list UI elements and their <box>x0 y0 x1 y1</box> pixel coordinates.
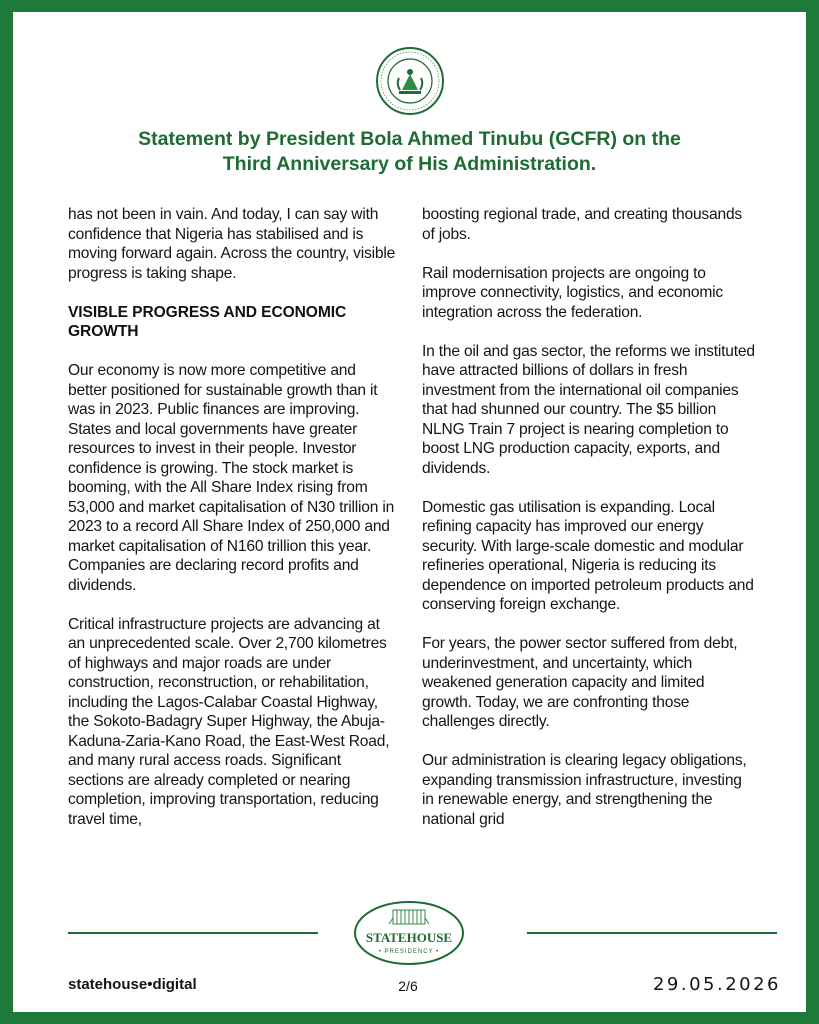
footer-divider-right <box>527 932 777 934</box>
paragraph: In the oil and gas sector, the reforms we instituted have attracted billions of dollars in fresh investment from the international oil companies that had shunned our country. The $5 billion NLNG Train 7 project is nearing completion to boost LNG production capacity, exports, and dividends. <box>422 342 755 477</box>
paragraph: Rail modernisation projects are ongoing to improve connectivity, logistics, and economic integration across the federation. <box>422 264 723 321</box>
paragraph: Our administration is clearing legacy obligations, expanding transmission infrastructure, investing in renewable energy, and strengthening the national grid <box>422 752 747 828</box>
statement-date: 29.05.2026 <box>652 974 781 995</box>
paragraph: For years, the power sector suffered from debt, underinvestment, and uncertainty, which weakened generation capacity and limited growth. Today, we are confronting those challenges directly. <box>422 635 738 730</box>
left-column <box>68 205 398 849</box>
paragraph: has not been in vain. And today, I can say with confidence that Nigeria has stabilised and is moving forward again. Across the country, visible progress is taking shape. <box>68 206 396 282</box>
paragraph: boosting regional trade, and creating thousands of jobs. <box>422 206 743 243</box>
page-number: 2/6 <box>398 978 418 994</box>
statehouse-logo-icon <box>353 900 465 966</box>
paragraph: Our economy is now more competitive and better positioned for sustainable growth than it was in 2023. Public finances are improving. States and local governments have greater resources to invest in their people. Investor confidence is growing. The stock market is booming, with the All Share Index rising from 53,000 and market capitalisation of N30 trillion in 2023 to a record All Share Index of 250,000 and market capitalisation of N160 trillion this year. Companies are declaring record profits and dividends. <box>68 362 395 594</box>
footer-brand: statehouse•digital <box>68 976 197 993</box>
title-line-1: Statement by President Bola Ahmed Tinubu (GCFR) on the <box>138 128 681 150</box>
nigeria-seal-icon <box>375 46 445 116</box>
section-heading: VISIBLE PROGRESS AND ECONOMIC GROWTH <box>68 303 347 340</box>
statement-title <box>40 127 779 177</box>
paragraph: Domestic gas utilisation is expanding. Local refining capacity has improved our energy security. With large-scale domestic and modular refineries operational, Nigeria is reducing its dependence on imported petroleum products and conserving foreign exchange. <box>422 498 754 613</box>
paragraph: Critical infrastructure projects are advancing at an unprecedented scale. Over 2,700 kilometres of highways and major roads are under construction, reconstruction, or rehabilitation, including the Lagos-Calabar Coastal Highway, the Sokoto-Badagry Super Highway, the Abuja-Kaduna-Zaria-Kano Road, the East-West Road, and many rural access roads. Significant sections are already completed or nearing completion, improving transportation, reducing travel time, <box>68 615 390 828</box>
badge-subtitle: • PRESIDENCY • <box>378 949 440 955</box>
title-line-2: Third Anniversary of His Administration. <box>222 153 597 175</box>
right-column <box>422 205 757 849</box>
footer-divider-left <box>68 932 318 934</box>
badge-title: STATEHOUSE <box>365 930 453 945</box>
